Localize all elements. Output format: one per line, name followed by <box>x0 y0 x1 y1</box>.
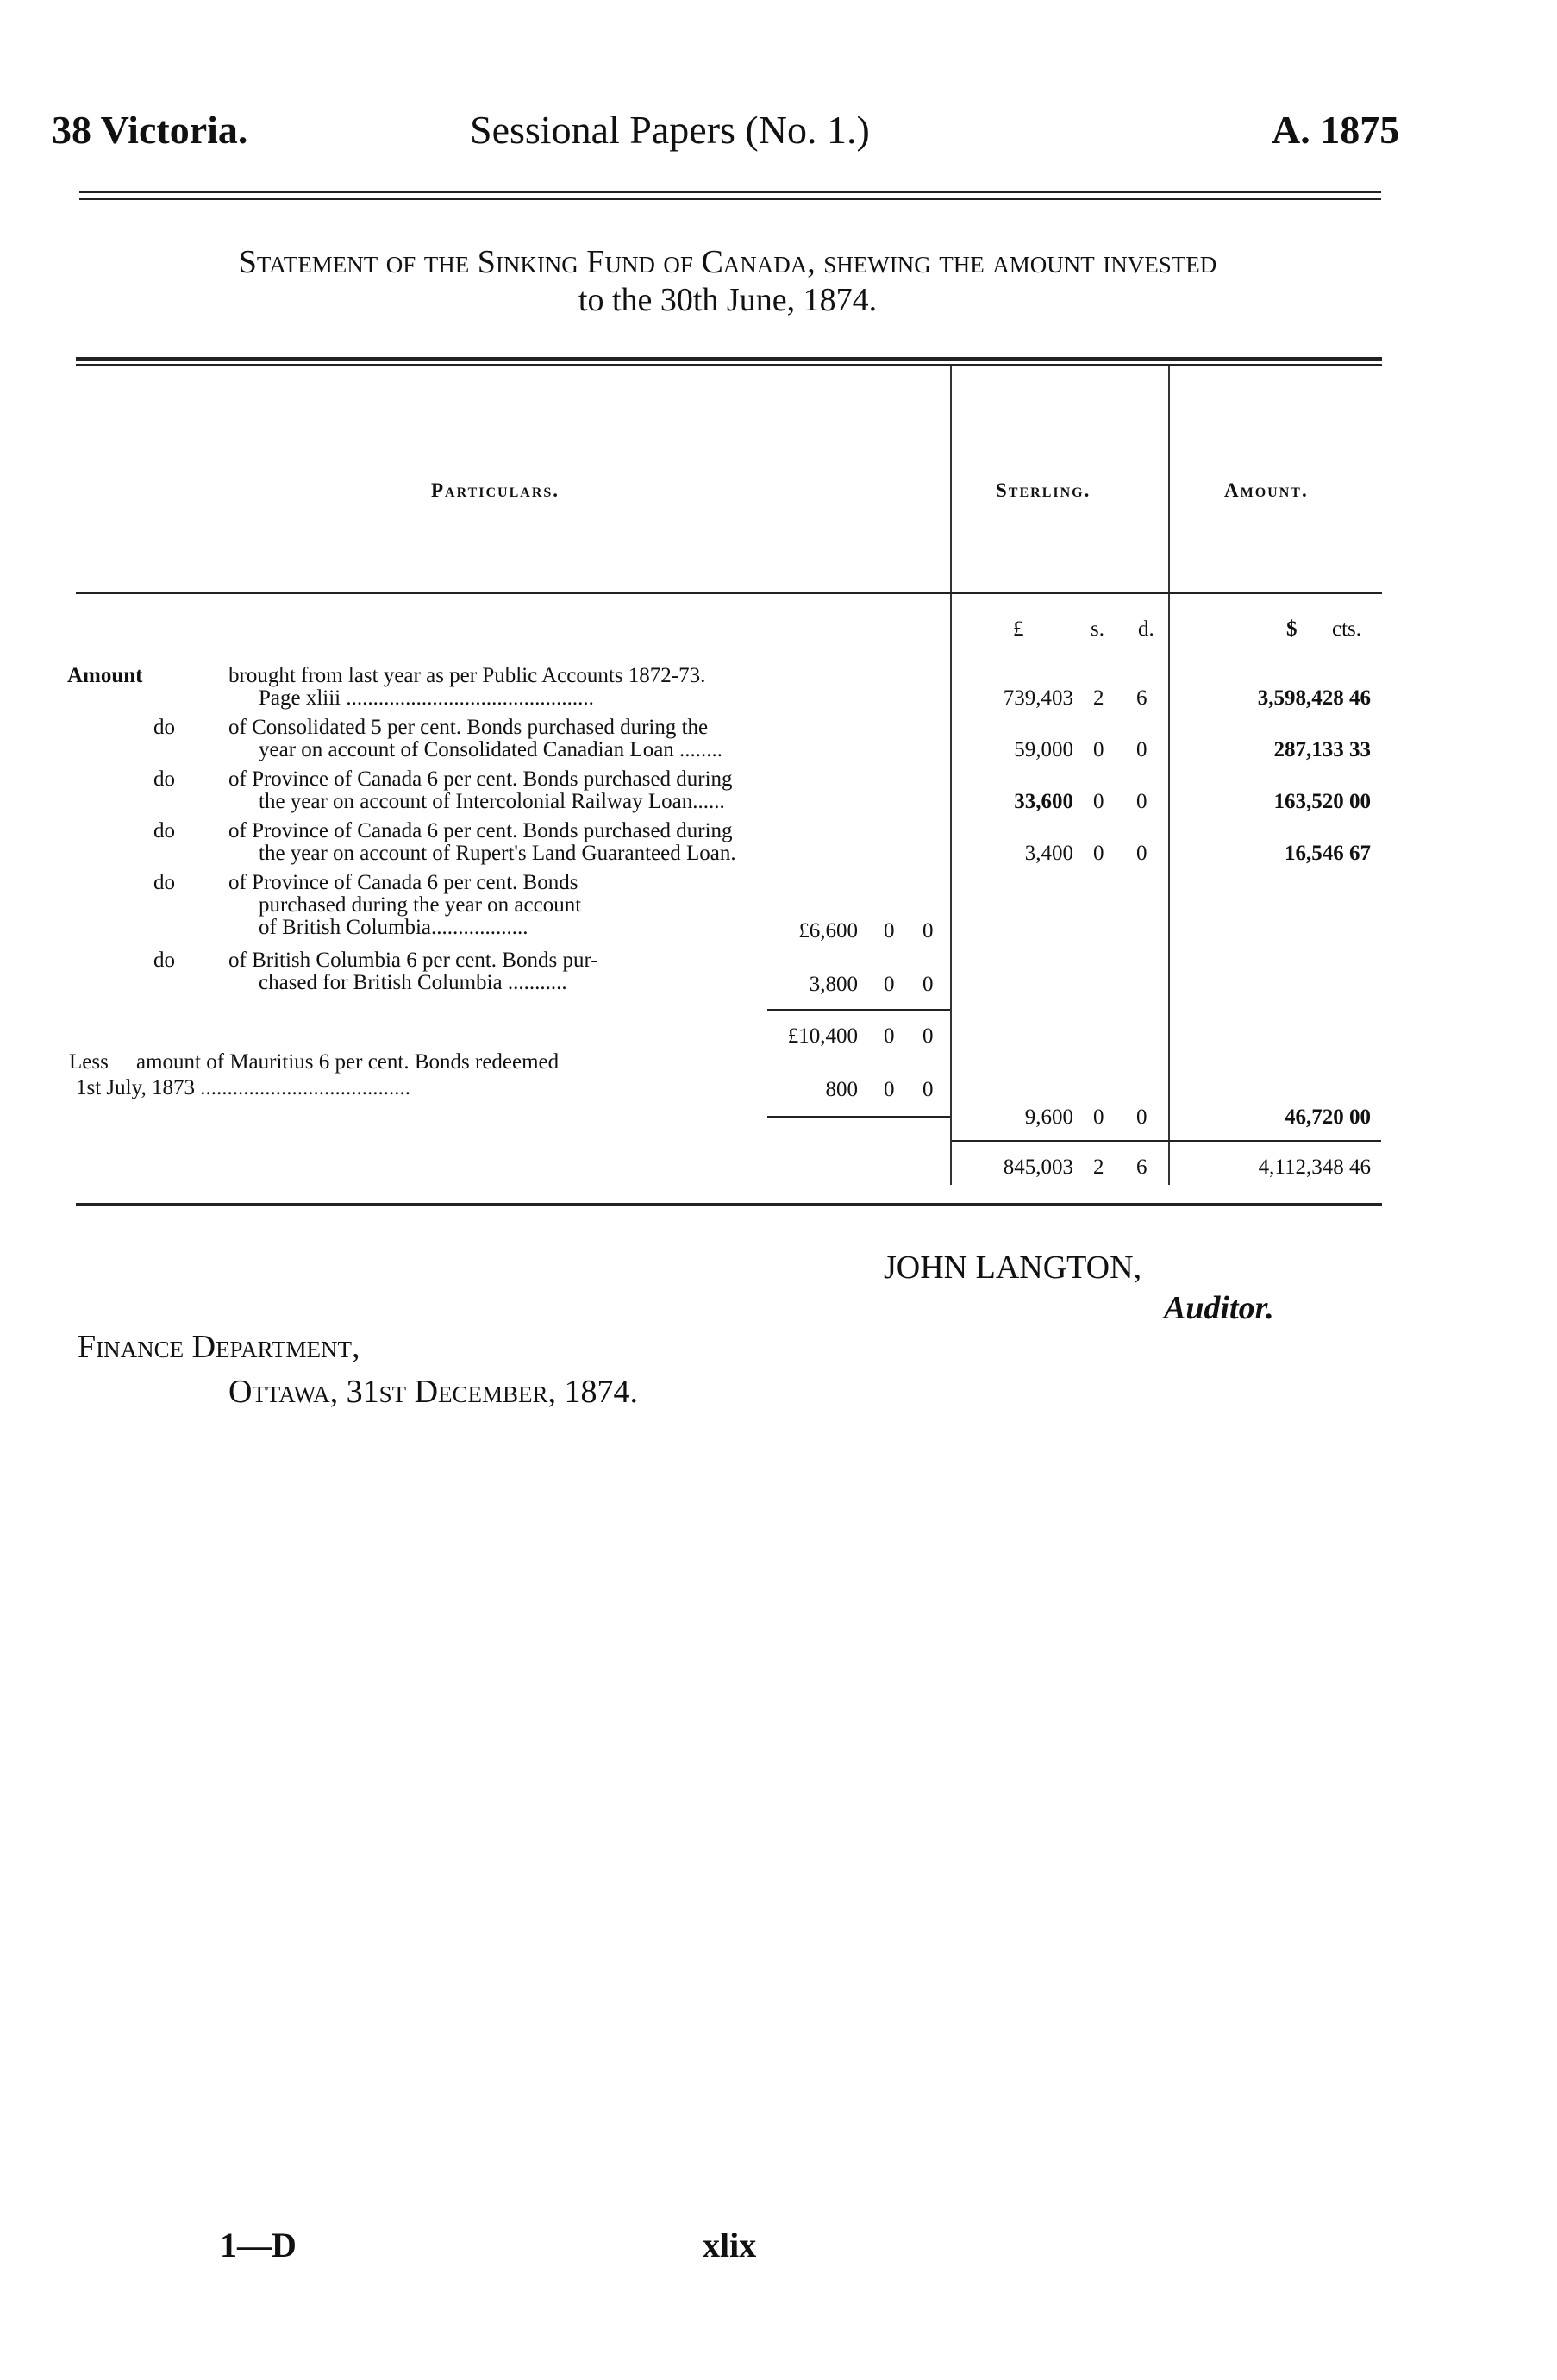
row-text: year on account of Consolidated Canadian Loan ........ <box>259 738 723 761</box>
row-text: amount of Mauritius 6 per cent. Bonds redeemed <box>136 1050 560 1074</box>
place-date-line <box>228 1373 638 1411</box>
sterling-pounds: 3,400 <box>1024 842 1073 865</box>
table-bottom-rule <box>76 1203 1382 1206</box>
row-label: Less <box>69 1050 109 1074</box>
header-center: Sessional Papers (No. 1.) <box>470 108 870 152</box>
row-label: Amount <box>67 664 143 687</box>
auditor-title: Auditor. <box>1164 1290 1274 1326</box>
unit-dollar: $ <box>1286 617 1298 641</box>
column-divider-sterling <box>950 366 952 1185</box>
column-divider-amount <box>1168 366 1170 1185</box>
row-text: the year on account of Intercolonial Railway Loan...... <box>259 790 725 813</box>
row-label: do <box>153 871 175 894</box>
sterling-pence: 0 <box>1136 842 1147 865</box>
row-text: of Province of Canada 6 per cent. Bonds purchased during <box>228 767 733 791</box>
column-header-sterling: Sterling. <box>996 479 1091 501</box>
net-pence: 0 <box>1136 1105 1147 1129</box>
auditor-name: JOHN LANGTON, <box>884 1250 1142 1286</box>
net-amount: 46,720 00 <box>1285 1105 1371 1129</box>
column-header-particulars: Particulars. <box>431 479 560 501</box>
header-left: 38 Victoria. <box>52 108 248 152</box>
subtotal-shillings: 0 <box>884 1024 895 1048</box>
total-shillings: 2 <box>1093 1156 1104 1179</box>
header-rule-top <box>79 191 1381 193</box>
column-header-amount: Amount. <box>1224 479 1309 501</box>
table-top-rule-thin <box>76 364 1382 366</box>
row-label: do <box>153 949 175 972</box>
unit-pound: £ <box>1013 617 1024 641</box>
subtotal-pounds: £10,400 <box>787 1024 858 1048</box>
row-text: chased for British Columbia ........... <box>259 971 567 994</box>
row-text: of Consolidated 5 per cent. Bonds purchased during the <box>228 716 709 739</box>
amount-value: 163,520 00 <box>1273 790 1371 813</box>
row-text: 1st July, 1873 ....................................... <box>76 1076 410 1099</box>
subtotal-pence: 0 <box>922 1024 934 1048</box>
net-sterling: 9,600 <box>1024 1105 1073 1129</box>
unit-pence: d. <box>1138 617 1154 641</box>
header-rule-bottom <box>79 198 1381 200</box>
place-date: Ottawa, 31st December, 1874. <box>228 1374 639 1410</box>
sub-shillings: 0 <box>884 973 895 996</box>
page-number: xlix <box>703 2226 757 2264</box>
row-text: the year on account of Rupert's Land Guaranteed Loan. <box>259 842 736 865</box>
total-rule <box>952 1140 1381 1142</box>
title-line-1: Statement of the Sinking Fund of Canada, shewing the amount invested <box>238 244 1217 280</box>
less-shillings: 0 <box>884 1078 895 1101</box>
row-label: do <box>153 819 175 842</box>
amount-value: 3,598,428 46 <box>1257 686 1371 710</box>
row-text: purchased during the year on account <box>259 893 582 917</box>
sterling-pence: 6 <box>1136 686 1147 710</box>
unit-shilling: s. <box>1091 617 1104 641</box>
statement-title <box>76 243 1379 319</box>
row-label: do <box>153 716 175 739</box>
header-separator-rule <box>76 592 1382 594</box>
sterling-shillings: 0 <box>1093 842 1104 865</box>
amount-value: 287,133 33 <box>1273 738 1371 761</box>
total-amount: 4,112,348 46 <box>1258 1156 1371 1179</box>
less-pounds: 800 <box>825 1078 858 1101</box>
sterling-shillings: 2 <box>1093 686 1104 710</box>
signature-mark: 1—D <box>220 2226 297 2264</box>
sterling-pounds: 59,000 <box>1014 738 1073 761</box>
sub-pence: 0 <box>922 919 934 943</box>
less-pence: 0 <box>922 1078 934 1101</box>
row-text: of Province of Canada 6 per cent. Bonds <box>228 871 578 894</box>
unit-cents: cts. <box>1332 617 1362 641</box>
sterling-pounds: 739,403 <box>1003 686 1073 710</box>
table-top-rule <box>76 357 1382 361</box>
sub-pence: 0 <box>922 973 934 996</box>
amount-value: 16,546 67 <box>1285 842 1371 865</box>
total-pence: 6 <box>1136 1156 1147 1179</box>
row-text: of British Columbia.................. <box>259 916 528 939</box>
row-text: of Province of Canada 6 per cent. Bonds purchased during <box>228 819 733 842</box>
sterling-pence: 0 <box>1136 790 1147 813</box>
header-right: A. 1875 <box>1272 108 1400 152</box>
row-text: brought from last year as per Public Accounts 1872-73. <box>228 664 706 687</box>
net-shillings: 0 <box>1093 1105 1104 1129</box>
department-line: Finance Department, <box>78 1329 360 1365</box>
sub-shillings: 0 <box>884 919 895 943</box>
subtotal-rule <box>767 1009 950 1011</box>
sub-pounds: 3,800 <box>809 973 858 996</box>
row-text: Page xliii .............................................. <box>259 686 594 710</box>
total-sterling: 845,003 <box>1003 1156 1073 1179</box>
sterling-pence: 0 <box>1136 738 1147 761</box>
sterling-shillings: 0 <box>1093 790 1104 813</box>
sterling-shillings: 0 <box>1093 738 1104 761</box>
sub-pounds: £6,600 <box>798 919 858 943</box>
row-label: do <box>153 767 175 791</box>
sterling-pounds: 33,600 <box>1014 790 1073 813</box>
title-line-2: to the 30th June, 1874. <box>578 282 878 318</box>
row-text: of British Columbia 6 per cent. Bonds pur- <box>228 949 598 972</box>
less-rule <box>767 1116 950 1118</box>
